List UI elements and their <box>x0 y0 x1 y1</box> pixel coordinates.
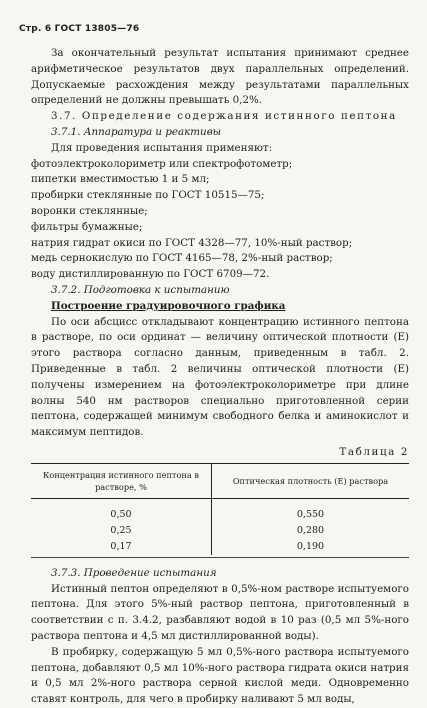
list-item: пипетки вместимостью 1 и 5 мл; <box>31 173 210 186</box>
table-cell: 0,25 <box>31 523 212 539</box>
list-item: воронки стеклянные; <box>31 204 148 217</box>
list-intro: Для проведения испытания применяют: <box>51 141 273 154</box>
table-2 <box>31 463 409 555</box>
list-item: фильтры бумажные; <box>31 220 143 233</box>
table-row <box>31 523 409 539</box>
page-content <box>31 46 409 708</box>
graph-heading: Построение градуировочного графика <box>51 299 286 312</box>
table-row <box>31 539 409 555</box>
table-title: Таблица 2 <box>339 445 409 458</box>
intro-paragraph: За окончательный результат испытания принимают среднее арифметическое результатов двух параллельных определений. Допускаемые расхождения между результатами параллельных определений не должны превышать 0,2%. <box>31 47 409 107</box>
table-cell: 0,550 <box>296 508 325 520</box>
table-cell: 0,280 <box>296 524 325 536</box>
test-paragraph-2: В пробирку, содержащую 5 мл 0,5%-ного раствора испытуемого пептона, добавляют 0,5 мл 10%-ного раствора гидрата окиси натрия и 0,5 мл 2%-ного раствора серной кислой меди. Одновременно ставят контроль, для чего в пробирку наливают 5 мл воды, <box>31 645 409 706</box>
list-item: воду дистиллированную по ГОСТ 6709—72. <box>31 268 270 281</box>
list-item: пробирки стеклянные по ГОСТ 10515—75; <box>31 189 265 202</box>
section-3-7-3-heading: 3.7.3. Проведение испытания <box>51 566 217 579</box>
table-cell: 0,17 <box>31 539 212 555</box>
test-paragraph-1: Истинный пептон определяют в 0,5%-ном растворе испытуемого пептона. Для этого 5%-ный раствор пептона, приготовленный в соответствии с п. 3.4.2, разбавляют водой в 10 раз (0,5 мл 5%-ного раствора пептона и 4,5 мл дистиллированной воды). <box>31 582 409 642</box>
page-header: Стр. 6 ГОСТ 13805—76 <box>19 24 140 34</box>
table-cell: 0,50 <box>31 498 212 523</box>
section-3-7-2-heading: 3.7.2. Подготовка к испытанию <box>51 283 230 296</box>
graph-paragraph: По оси абсцисс откладывают концентрацию истинного пептона в растворе, по оси ординат — величину оптической плотности (E) этого раствора согласно данным, приведенным в табл. 2. Приведенные в табл. 2 величины оптической плотности (E) получены измерением на фотоэлектроколориметре при длине волны 540 нм растворов специально приготовленной серии пептона, содержащей минимум свободного белка и аминокислот и максимум пептидов. <box>31 315 409 439</box>
table-cell: 0,190 <box>296 540 325 552</box>
table-header-concentration: Концентрация истинного пептона в растворе, % <box>31 463 212 498</box>
list-item: фотоэлектроколориметр или спектрофотометр; <box>31 157 293 170</box>
list-item: медь сернокислую по ГОСТ 4165—78, 2%-ный раствор; <box>31 252 333 265</box>
section-3-7-heading: 3.7. Определение содержания истинного пептона <box>51 110 397 123</box>
table-row <box>31 498 409 523</box>
section-3-7-1-heading: 3.7.1. Аппаратура и реактивы <box>51 125 222 138</box>
table-header-optical-density: Оптическая плотность (E) раствора <box>212 463 410 498</box>
list-item: натрия гидрат окиси по ГОСТ 4328—77, 10%-ный раствор; <box>31 236 353 249</box>
